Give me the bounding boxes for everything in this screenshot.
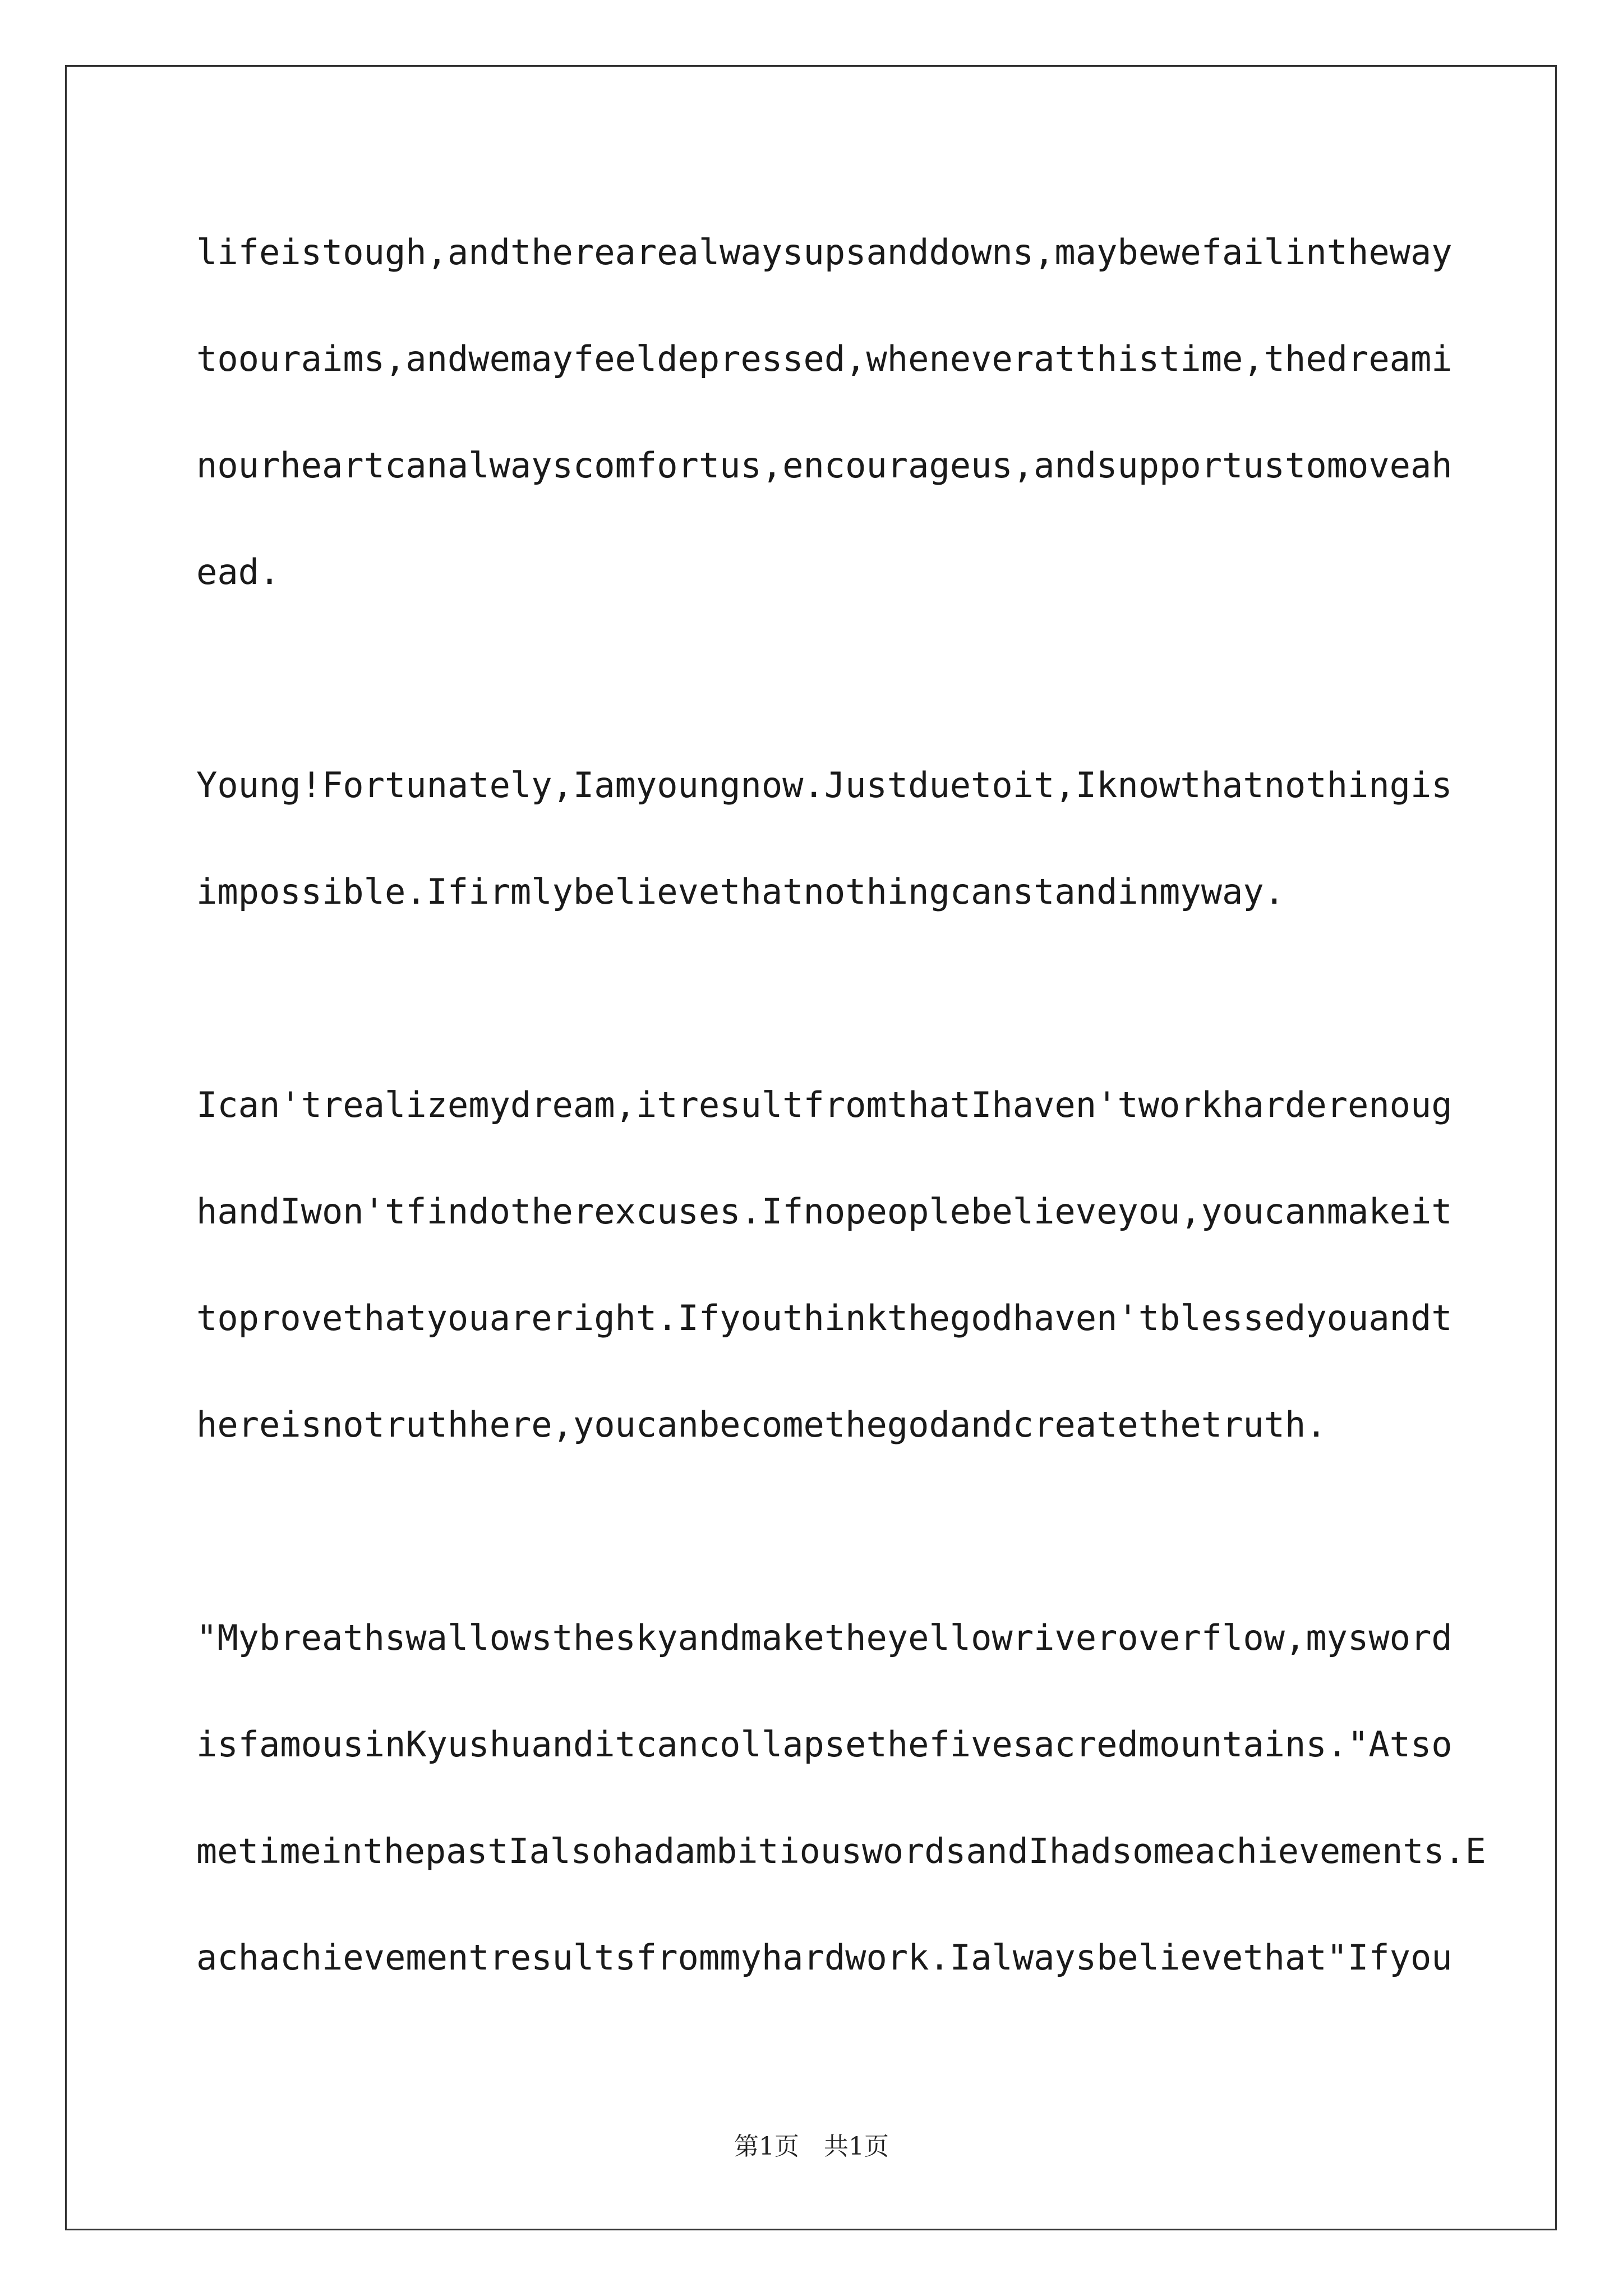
text-line: metimeinthepastIalsohadambitiouswordsandIhadsomeachievements.E: [196, 1831, 1486, 1871]
text-line: "Mybreathswallowstheskyandmaketheyellowriveroverflow,mysword: [196, 1617, 1453, 1658]
text-line: impossible.Ifirmlybelievethatnothingcanstandinmyway.: [196, 871, 1285, 912]
text-line: isfamousinKyushuanditcancollapsethefivesacredmountains."Atso: [196, 1724, 1453, 1765]
text-line: Young!Fortunately,Iamyoungnow.Justduetoit,Iknowthatnothingis: [196, 765, 1453, 806]
text-line: toprovethatyouareright.Ifyouthinkthegodhaven'tblessedyouandt: [196, 1297, 1453, 1338]
text-line: hereisnotruthhere,youcanbecomethegodandcreatethetruth.: [196, 1404, 1327, 1445]
text-line: achachievementresultsfrommyhardwork.Ialwaysbelievethat"Ifyou: [196, 1937, 1453, 1978]
text-line: nourheartcanalwayscomfortus,encourageus,andsupportustomoveah: [196, 445, 1453, 486]
text-line: lifeistough,andtherearealwaysupsanddowns,maybewefailintheway: [196, 232, 1453, 273]
page-border: [65, 65, 1557, 2230]
text-line: handIwon'tfindotherexcuses.Ifnopeoplebelieveyou,youcanmakeit: [196, 1191, 1453, 1232]
text-line: ead.: [196, 551, 280, 592]
text-line: toouraims,andwemayfeeldepressed,wheneveratthistime,thedreami: [196, 338, 1453, 379]
page-number-footer: 第1页 共1页: [734, 2132, 889, 2161]
text-line: Ican'trealizemydream,itresultfromthatIhaven'tworkharderenoug: [196, 1084, 1453, 1125]
